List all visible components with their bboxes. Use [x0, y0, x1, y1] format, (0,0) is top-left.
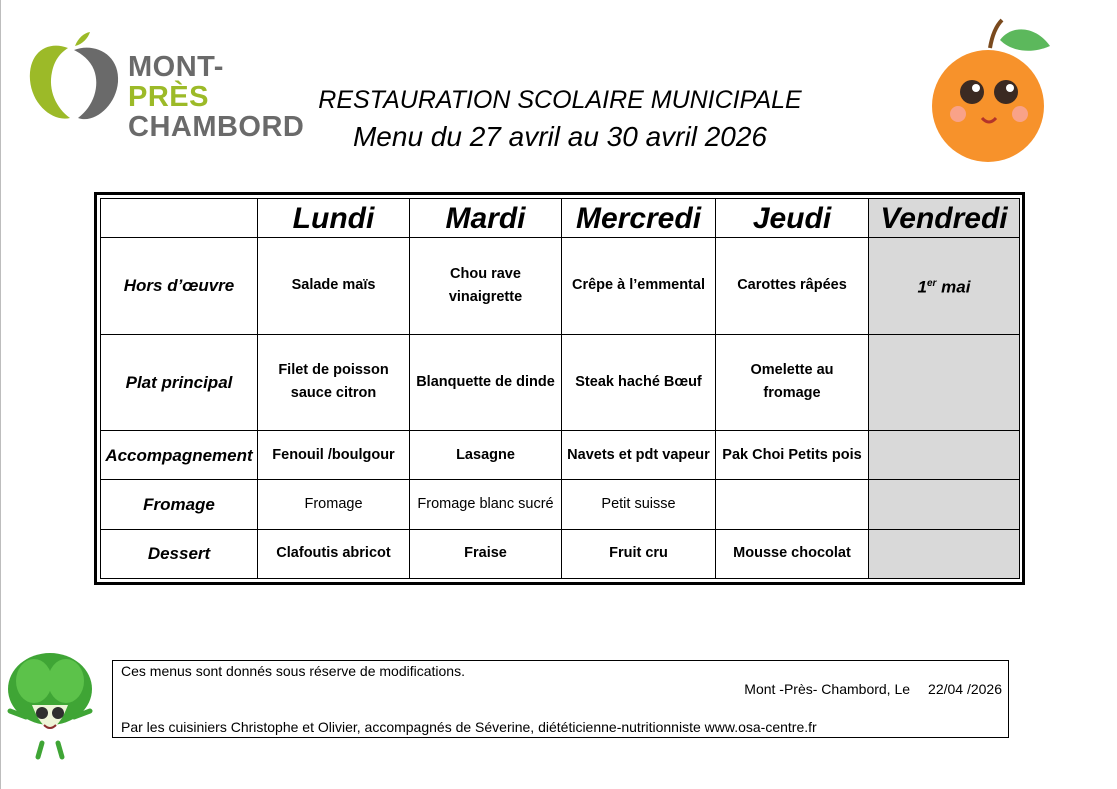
- day-header: Jeudi: [716, 199, 869, 238]
- menu-cell: Omelette au fromage: [716, 334, 869, 431]
- holiday-cell: [869, 529, 1020, 578]
- menu-cell: Pak Choi Petits pois: [716, 431, 869, 480]
- holiday-month: mai: [941, 278, 971, 298]
- menu-cell: Crêpe à l’emmental: [562, 238, 716, 335]
- menu-cell: Salade maïs: [258, 238, 410, 335]
- menu-table: [100, 198, 1020, 579]
- logo-text: [128, 52, 304, 142]
- day-header: Mardi: [410, 199, 562, 238]
- holiday-sup: er: [926, 278, 937, 290]
- menu-cell: Blanquette de dinde: [410, 334, 562, 431]
- menu-cell: Lasagne: [410, 431, 562, 480]
- place-date: [744, 681, 1002, 697]
- menu-cell: Fenouil /boulgour: [258, 431, 410, 480]
- course-label: Dessert: [101, 529, 258, 578]
- logo-word-pres: PRÈS: [128, 81, 209, 113]
- town-logo: [28, 30, 305, 143]
- menu-cell: Clafoutis abricot: [258, 529, 410, 578]
- table-row: [101, 334, 1020, 431]
- menu-cell: Steak haché Bœuf: [562, 334, 716, 431]
- peach-mascot-icon: [924, 18, 1056, 163]
- menu-cell: Fraise: [410, 529, 562, 578]
- menu-cell: Fromage blanc sucré: [410, 480, 562, 529]
- cabbage-mascot-icon: [4, 651, 96, 763]
- menu-cell: Petit suisse: [562, 480, 716, 529]
- apple-logo-icon: [28, 30, 128, 125]
- page-edge: [0, 0, 1, 789]
- menu-cell: Mousse chocolat: [716, 529, 869, 578]
- day-header: Mercredi: [562, 199, 716, 238]
- table-row: [101, 431, 1020, 480]
- place-text: Mont -Près- Chambord, Le: [744, 681, 911, 697]
- table-row: [101, 480, 1020, 529]
- holiday-cell: [869, 480, 1020, 529]
- menu-cell: Fromage: [258, 480, 410, 529]
- menu-cell: Fruit cru: [562, 529, 716, 578]
- table-row: [101, 529, 1020, 578]
- menu-cell: Carottes râpées: [716, 238, 869, 335]
- credits-text: Par les cuisiniers Christophe et Olivier, accompagnés de Séverine, diététicienne-nutritionniste www.osa-centre.fr: [121, 719, 817, 735]
- logo-word-chambord: CHAMBORD: [128, 111, 305, 143]
- corner-cell: [101, 199, 258, 238]
- menu-table-frame: [94, 192, 1025, 585]
- date-text: 22/04 /2026: [928, 681, 1002, 697]
- holiday-cell: [869, 238, 1020, 335]
- footer-note-box: [112, 660, 1009, 738]
- holiday-cell: [869, 431, 1020, 480]
- menu-period: Menu du 27 avril au 30 avril 2026: [352, 121, 768, 152]
- table-row: [101, 238, 1020, 335]
- holiday-day: 1: [917, 278, 927, 298]
- day-header: Lundi: [258, 199, 410, 238]
- course-label: Plat principal: [101, 334, 258, 431]
- course-label: Fromage: [101, 480, 258, 529]
- menu-cell: Chou rave vinaigrette: [410, 238, 562, 335]
- menu-cell: [716, 480, 869, 529]
- menu-cell: Filet de poisson sauce citron: [258, 334, 410, 431]
- day-header-holiday: Vendredi: [869, 199, 1020, 238]
- course-label: Accompagnement: [101, 431, 258, 480]
- holiday-cell: [869, 334, 1020, 431]
- course-label: Hors d’œuvre: [101, 238, 258, 335]
- disclaimer-text: Ces menus sont donnés sous réserve de modifications.: [121, 663, 465, 679]
- menu-cell: Navets et pdt vapeur: [562, 431, 716, 480]
- logo-word-mont: MONT-: [128, 51, 224, 83]
- table-header-row: [101, 199, 1020, 238]
- page-title: RESTAURATION SCOLAIRE MUNICIPALE: [318, 86, 802, 114]
